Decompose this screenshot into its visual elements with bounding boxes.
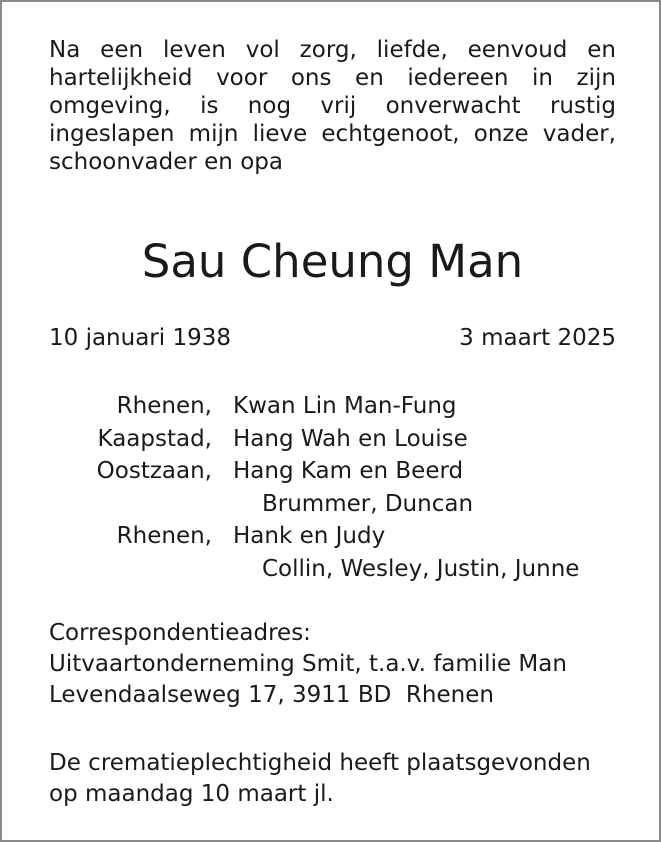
ceremony-notice — [49, 748, 629, 810]
family-row — [49, 423, 629, 456]
family-grandchildren: Collin, Wesley, Justin, Junne — [262, 555, 580, 582]
correspondence-line: Levendaalseweg 17, 3911 BD Rhenen — [49, 682, 494, 708]
family-grandchildren: Brummer, Duncan — [262, 490, 474, 517]
birth-date: 10 januari 1938 — [49, 325, 232, 351]
family-names: Hang Wah en Louise — [233, 425, 468, 452]
family-row-continuation — [49, 488, 629, 521]
correspondence-address — [49, 618, 629, 711]
life-dates — [49, 322, 616, 354]
family-place: Rhenen, — [116, 393, 212, 419]
family-names: Hang Kam en Beerd — [233, 458, 464, 485]
family-place: Kaapstad, — [97, 425, 212, 452]
family-place: Rhenen, — [116, 523, 212, 550]
family-names: Kwan Lin Man-Fung — [233, 393, 457, 419]
family-place: Oostzaan, — [96, 458, 212, 485]
ceremony-line: De crematieplechtigheid heeft plaatsgevonden — [49, 750, 591, 776]
family-row-continuation — [49, 553, 629, 586]
intro-text: Na een leven vol zorg, liefde, eenvoud en hartelijkheid voor ons en iedereen in zijn omgeving, is nog vrij onverwacht rustig ingeslapen mijn lieve echtgenoot, onze vader, schoonvader en opa — [49, 37, 616, 175]
family-row — [49, 520, 629, 553]
correspondence-label: Correspondentieadres: — [49, 620, 311, 646]
family-row — [49, 455, 629, 488]
family-names: Hank en Judy — [233, 523, 386, 550]
death-date: 3 maart 2025 — [459, 325, 616, 351]
deceased-name: Sau Cheung Man — [141, 235, 524, 288]
family-row — [49, 390, 629, 423]
family-list — [49, 390, 629, 586]
correspondence-line: Uitvaartonderneming Smit, t.a.v. familie Man — [49, 651, 567, 677]
ceremony-line: op maandag 10 maart jl. — [49, 781, 334, 807]
